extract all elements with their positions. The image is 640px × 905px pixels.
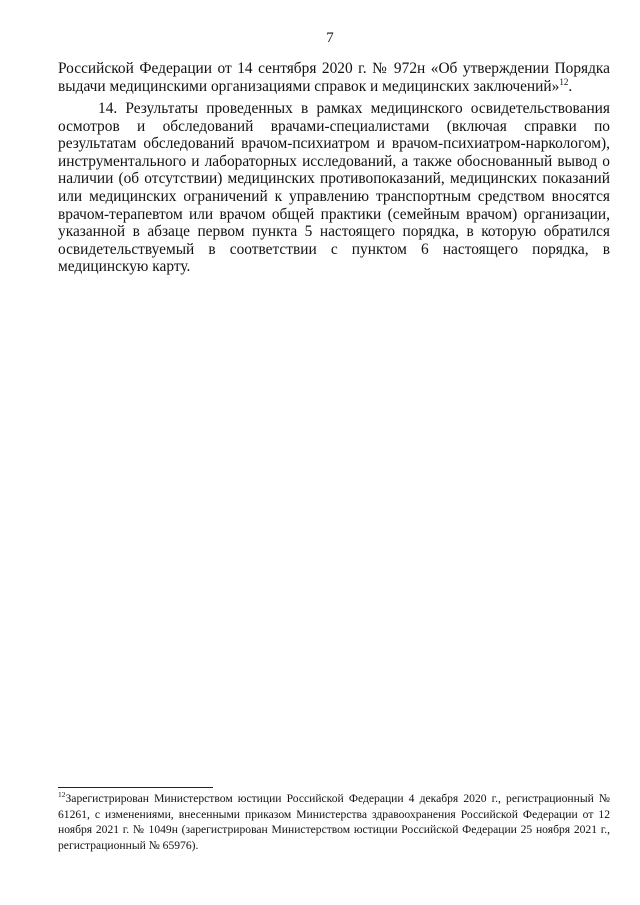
item-14-paragraph: 14. Результаты проведенных в рамках медицинского освидетельствования осмотров и обследований врачами-специалистами (включая справки по результатам обследований врачом-психиатром и врачом-психиатром-наркологом), инструментального и лабораторных исследований, а также обоснованный вывод о наличии (об отсутствии) медицинских противопоказаний, медицинских показаний или медицинских ограничений к управлению транспортным средством вносятся врачом-терапевтом или врачом общей практики (семейным врачом) организации, указанной в абзаце первом пункта 5 настоящего порядка, в которую обратился освидетельствуемый в соответствии с пунктом 6 настоящего порядка, в медицинскую карту. [58, 100, 610, 276]
page-number: 7 [326, 30, 334, 46]
intro-text: Российской Федерации от 14 сентября 2020 г. № 972н «Об утверждении Порядка выдачи медицинскими организациями справок и медицинских заключений» [58, 60, 610, 95]
footnote-marker: 12 [58, 790, 66, 800]
footnote [58, 791, 610, 853]
footnote-text: Зарегистрирован Министерством юстиции Российской Федерации 4 декабря 2020 г., регистрационный № 61261, с изменениями, внесенными приказом Министерства здравоохранения Российской Федерации от 12 ноября 2021 г. № 1049н (зарегистрирован Министерством юстиции Российской Федерации 25 ноября 2021 г., регистрационный № 65976). [58, 792, 610, 852]
footnote-reference: 12 [559, 76, 569, 87]
footnote-separator [58, 787, 213, 788]
intro-paragraph: Российской Федерации от 14 сентября 2020 г. № 972н «Об утверждении Порядка выдачи медицинскими организациями справок и медицинских заключений»$^{12}$. [58, 60, 610, 95]
